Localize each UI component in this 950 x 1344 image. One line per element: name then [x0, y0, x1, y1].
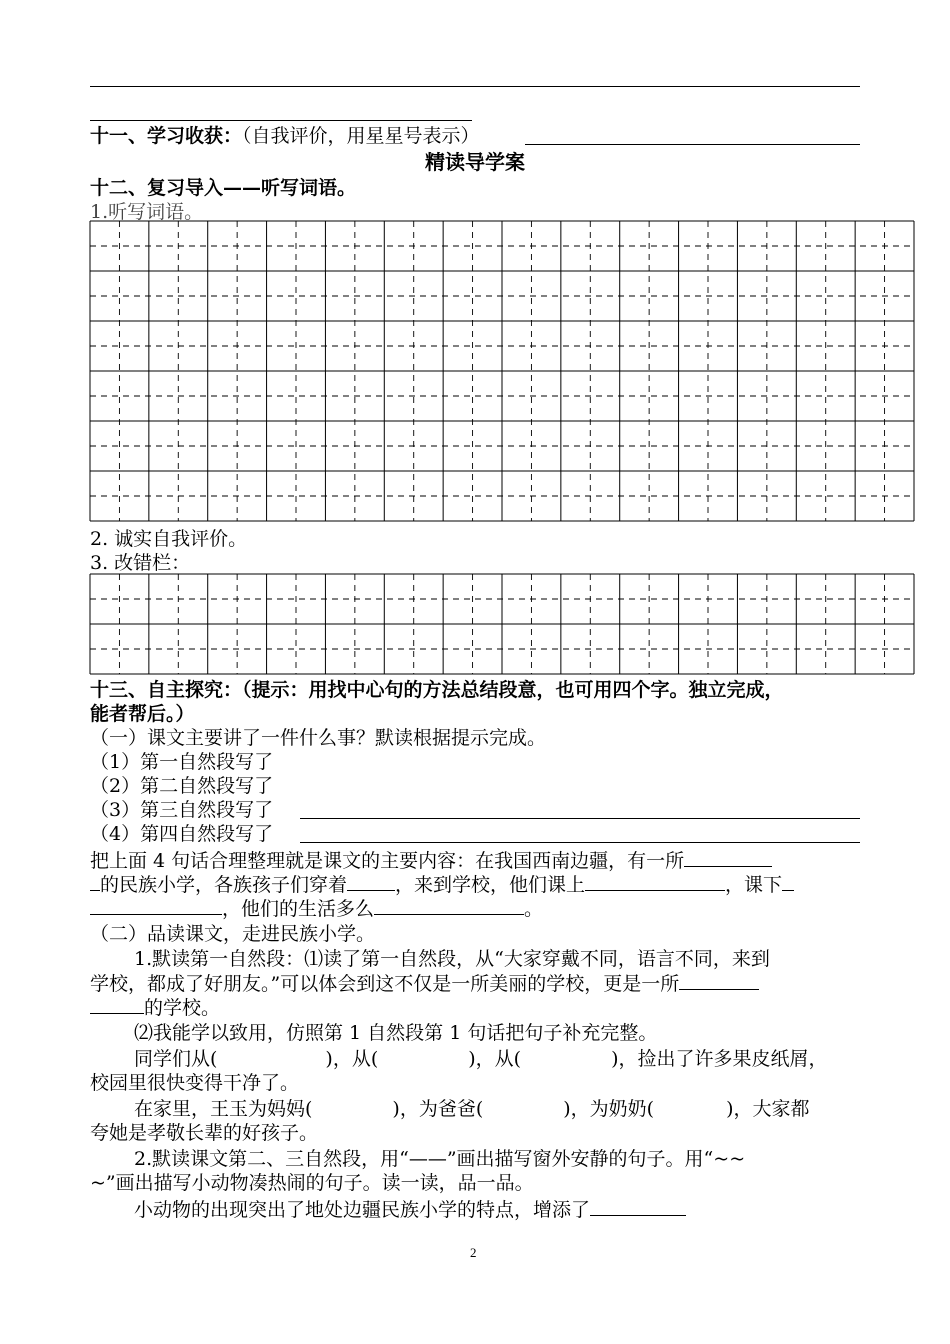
section11-note: （自我评价，用星星号表示）: [242, 125, 480, 147]
section12-item3: 3. 改错栏：: [90, 552, 191, 574]
page-number: 2: [470, 1245, 477, 1260]
reading3-text: 小动物的出现突出了地处边疆民族小学的特点，增添了: [134, 1199, 591, 1221]
section13-p4: （4）第四自然段写了: [90, 823, 274, 845]
reading1-line3-text: 的学校。: [144, 997, 221, 1019]
summary-blank3[interactable]: [585, 872, 725, 891]
section11-title: 十一、学习收获：: [90, 125, 243, 147]
summary-c2: 。: [524, 898, 544, 920]
ex1-d: )，捡出了许多果皮纸屑，: [611, 1048, 828, 1070]
summary-blank2[interactable]: [347, 872, 395, 891]
summary-b3: ，课下: [725, 874, 783, 896]
summary-a: 把上面 4 句话合理整理就是课文的主要内容：在我国西南边疆，有一所: [90, 850, 685, 872]
section12-item1: 1.听写词语。: [90, 201, 204, 223]
summary-c1: ，他们的生活多么: [222, 898, 375, 920]
ex1-b: )，从(: [325, 1048, 379, 1070]
reading3-blank[interactable]: [590, 1197, 686, 1216]
exercise1-line2: 校园里很快变得干净了。: [90, 1072, 300, 1094]
ex2-d: )，大家都: [726, 1098, 810, 1120]
exercise2-line2: 夸她是孝敬长辈的好孩子。: [90, 1122, 319, 1144]
short-answer-line: [90, 120, 472, 121]
summary-line1: [90, 848, 772, 873]
p3-answer-line[interactable]: [300, 818, 860, 819]
ex2-b: )，为爸爸(: [392, 1098, 484, 1120]
section11-row: [90, 124, 480, 148]
reading1-line3: [90, 995, 220, 1020]
summary-blank4[interactable]: [782, 872, 794, 891]
p4-answer-line[interactable]: [300, 842, 860, 843]
reading3-line: [134, 1197, 686, 1222]
section13-q2: （二）品读课文，走进民族小学。: [90, 923, 376, 945]
section13-p3: （3）第三自然段写了: [90, 799, 274, 821]
reading1-line1: 1.默读第一自然段：⑴读了第一自然段，从“大家穿戴不同，语言不同，来到: [134, 948, 770, 970]
section13-p1: （1）第一自然段写了: [90, 751, 274, 773]
exercise1-line1: [134, 1047, 828, 1071]
summary-line2: [90, 872, 794, 897]
summary-b1: 的民族小学，各族孩子们穿着: [100, 874, 348, 896]
dictation-grid[interactable]: [89, 220, 915, 522]
doc-title: 精读导学案: [425, 150, 525, 174]
reading1-blank1[interactable]: [679, 971, 759, 990]
summary-blank4b[interactable]: [90, 896, 222, 915]
ex2-a: 在家里，王玉为妈妈(: [134, 1098, 313, 1120]
section12-item2: 2. 诚实自我评价。: [90, 528, 248, 550]
section13-title-line2: 能者帮后。）: [90, 703, 195, 725]
summary-line3: [90, 896, 543, 921]
reading1-part2: ⑵我能学以致用，仿照第 1 自然段第 1 句话把句子补充完整。: [134, 1022, 658, 1044]
summary-blank1[interactable]: [684, 848, 772, 867]
summary-blank5[interactable]: [374, 896, 524, 915]
summary-b2: ，来到学校，他们课上: [395, 874, 586, 896]
summary-blank1b[interactable]: [90, 872, 100, 891]
section11-answer-line: [525, 144, 860, 145]
ex2-c: )，为奶奶(: [563, 1098, 655, 1120]
ex1-c: )，从(: [468, 1048, 522, 1070]
reading2-line2: ~”画出描写小动物凑热闹的句子。读一读，品一品。: [90, 1172, 534, 1194]
reading1-line2: [90, 971, 759, 996]
correction-grid[interactable]: [89, 573, 915, 675]
section13-title-line1: 十三、自主探究：（提示：用找中心句的方法总结段意，也可用四个字。独立完成，: [90, 679, 784, 701]
reading1-line2-text: 学校，都成了好朋友。”可以体会到这不仅是一所美丽的学校，更是一所: [90, 973, 680, 995]
top-answer-line: [90, 86, 860, 87]
ex1-a: 同学们从(: [134, 1048, 218, 1070]
section13-p2: （2）第二自然段写了: [90, 775, 274, 797]
section13-q1: （一）课文主要讲了一件什么事？默读根据提示完成。: [90, 727, 547, 749]
section12-title: 十二、复习导入——听写词语。: [90, 177, 357, 199]
reading2-line1: 2.默读课文第二、三自然段，用“——”画出描写窗外安静的句子。用“~~: [134, 1148, 746, 1170]
reading1-blank1b[interactable]: [90, 995, 144, 1014]
exercise2-line1: [134, 1097, 810, 1121]
